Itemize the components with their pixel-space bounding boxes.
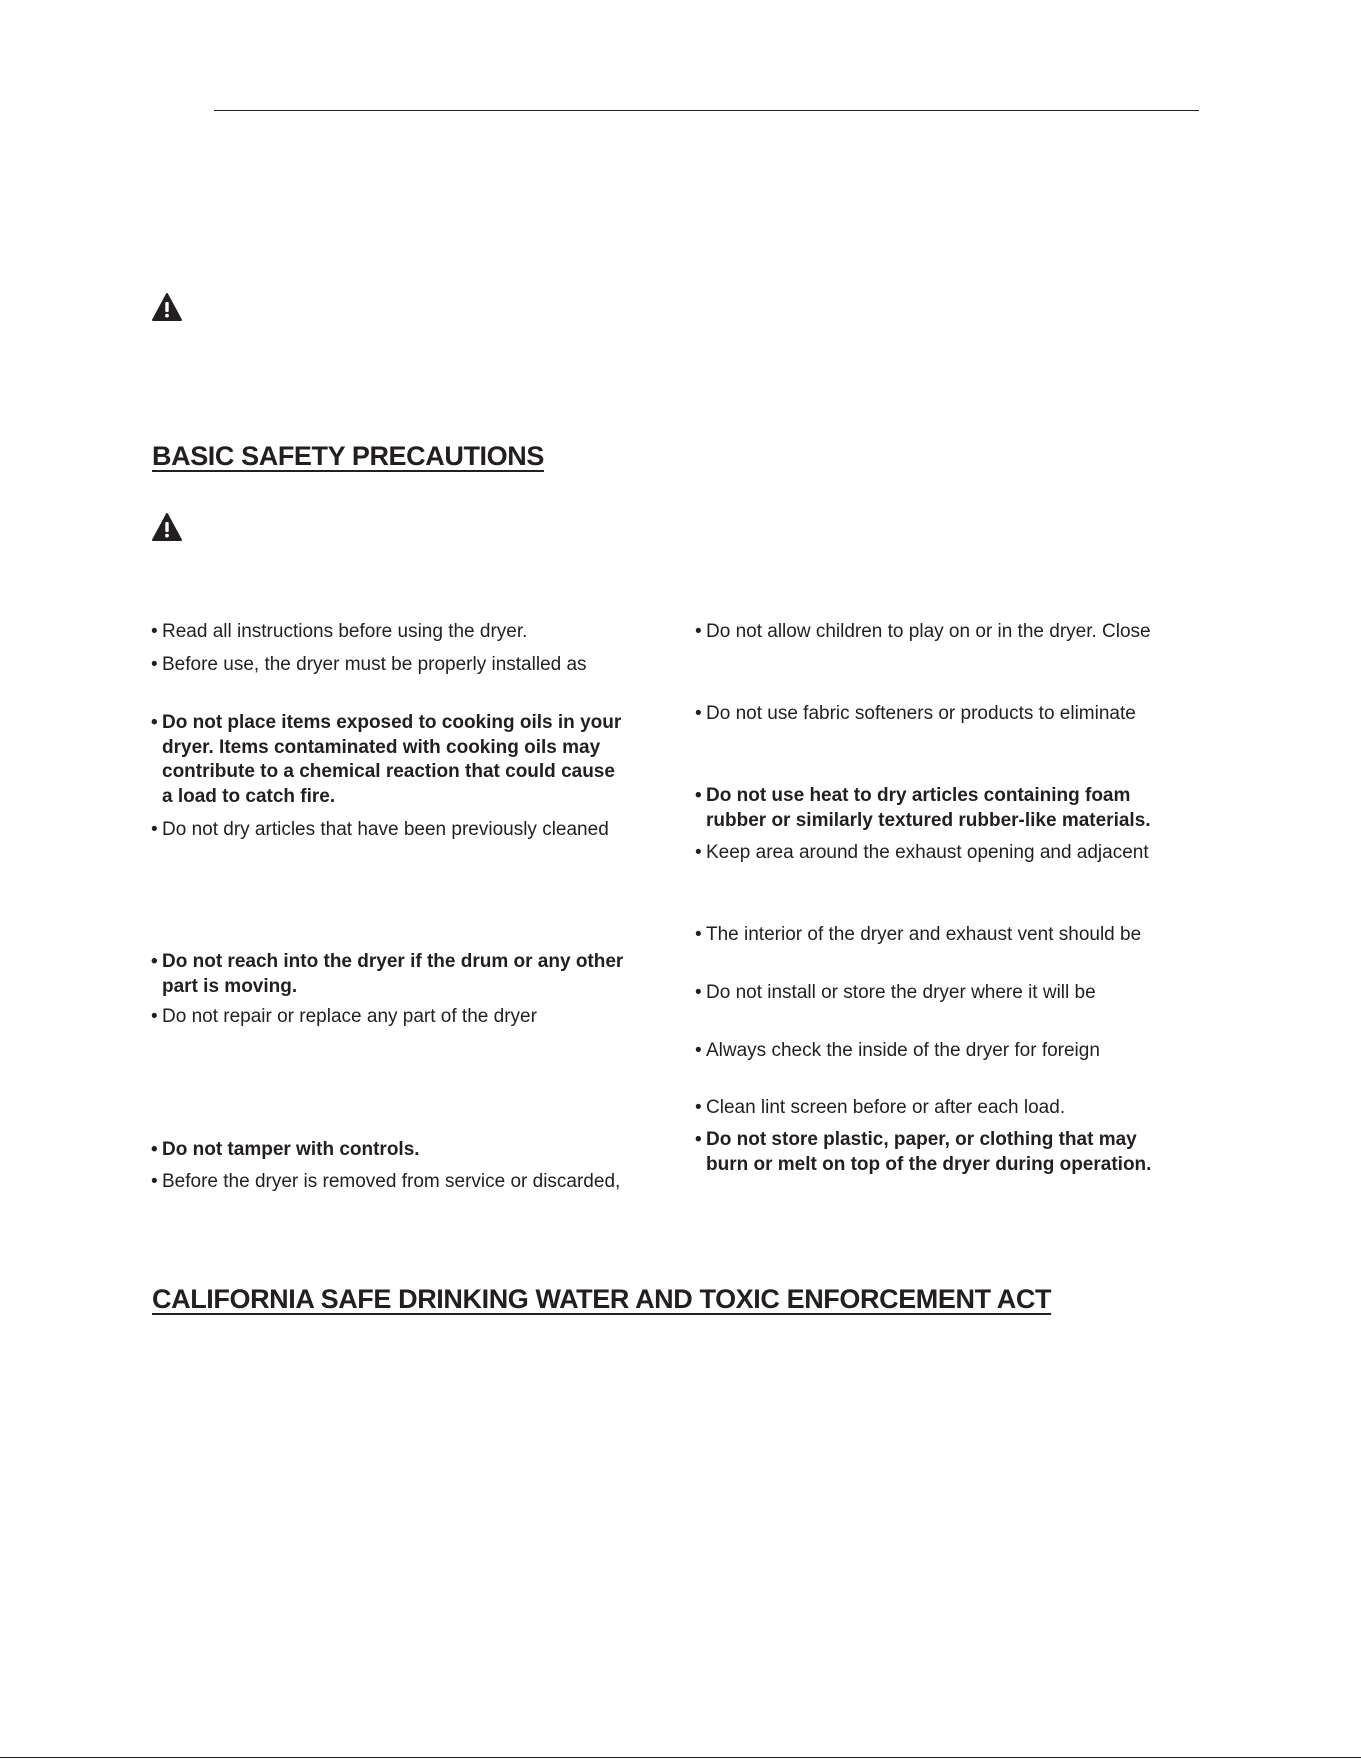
safety-item: • The interior of the dryer and exhaust vent should be xyxy=(695,924,1142,945)
warning-triangle-icon xyxy=(151,292,183,322)
safety-item-bold: • Do not place items exposed to cooking oils in your dryer. Items contaminated with cooking oils may contribute to a chemical reaction that could cause a load to catch fire. xyxy=(151,712,622,807)
safety-item-bold: • Do not use heat to dry articles containing foam rubber or similarly textured rubber-like materials. xyxy=(695,785,1151,831)
safety-item: • Clean lint screen before or after each load. xyxy=(695,1097,1066,1118)
safety-item: • Before use, the dryer must be properly installed as xyxy=(151,654,587,675)
basic-safety-precautions-heading: BASIC SAFETY PRECAUTIONS xyxy=(152,441,544,471)
safety-item-bold: • Do not store plastic, paper, or clothing that may burn or melt on top of the dryer during operation. xyxy=(695,1129,1152,1175)
safety-item: • Do not dry articles that have been previously cleaned xyxy=(151,819,609,840)
safety-item-bold: • Do not reach into the dryer if the drum or any other part is moving. xyxy=(151,951,624,997)
safety-item: • Do not install or store the dryer where it will be xyxy=(695,982,1096,1003)
california-act-heading: CALIFORNIA SAFE DRINKING WATER AND TOXIC ENFORCEMENT ACT xyxy=(152,1284,1052,1314)
safety-item: • Always check the inside of the dryer for foreign xyxy=(695,1040,1100,1061)
safety-item: • Do not repair or replace any part of the dryer xyxy=(151,1006,537,1027)
safety-item: • Read all instructions before using the dryer. xyxy=(151,621,528,642)
safety-item: • Do not use fabric softeners or products to eliminate xyxy=(695,703,1136,724)
safety-item: • Before the dryer is removed from service or discarded, xyxy=(151,1171,621,1192)
bottom-rule xyxy=(0,1757,1361,1758)
safety-item: • Keep area around the exhaust opening and adjacent xyxy=(695,842,1149,863)
warning-triangle-icon xyxy=(151,512,183,542)
safety-item: • Do not allow children to play on or in the dryer. Close xyxy=(695,621,1151,642)
top-rule xyxy=(214,110,1199,111)
safety-item-bold: • Do not tamper with controls. xyxy=(151,1139,420,1160)
